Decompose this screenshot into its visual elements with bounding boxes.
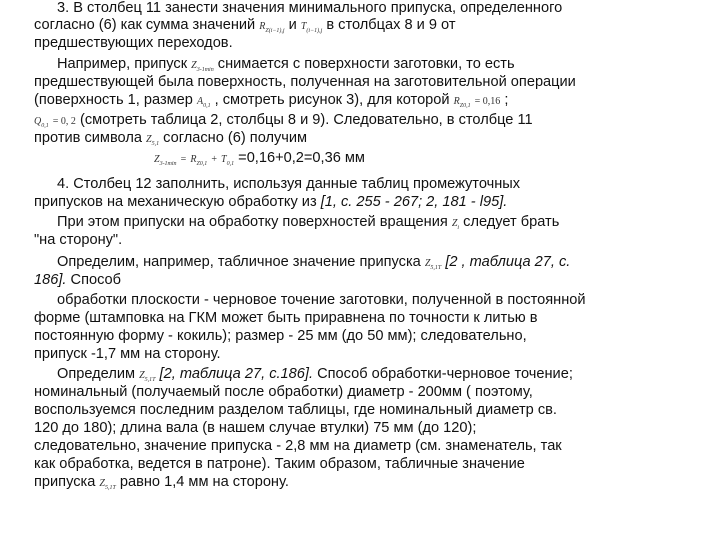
formula-z51t: $Z_{5,1T}$	[424, 258, 442, 271]
line: "на сторону".	[34, 232, 123, 248]
formula-zrot: $Z_i$	[451, 218, 460, 231]
formula-o01: $Q_{0,1}$	[34, 116, 49, 129]
line: При этом припуски на обработку поверхностей вращения $Z_i$ следует брать	[57, 214, 560, 231]
line: воспользуемся последним разделом таблицы, где номинальный диаметр св.	[34, 402, 557, 418]
formula-t: $T_{(i-1),j}$	[300, 21, 323, 34]
formula-z51t-b: $Z_{5,1T}$	[139, 370, 156, 383]
formula-a01: $A_{0,1}$	[196, 96, 211, 109]
line: против символа $Z_{5,1}$ согласно (6) получим	[34, 130, 308, 147]
formula-z31: $Z_{3-1min}$	[154, 154, 177, 167]
line: припусков на механическую обработку из [1, с. 255 - 267; 2, 181 - l95].	[34, 194, 508, 210]
line: согласно (6) как сумма значений $R_{Z(i-1),j}$ и $T_{(i-1),j}$ в столбцах 8 и 9 от	[34, 17, 456, 34]
line: как обработка, ведется в патроне). Таким образом, табличные значение	[34, 456, 525, 472]
formula-rz01-b: $R_{Z0,1}$	[190, 154, 208, 167]
line: 3. В столбец 11 занести значения минимального припуска, определенного	[57, 0, 563, 16]
line: предшествующих переходов.	[34, 35, 233, 51]
line: предшествующей была поверхность, полученная на заготовительной операции	[34, 74, 576, 90]
formula-z51: $Z_{5,1}$	[146, 134, 160, 147]
line: следовательно, значение припуска - 2,8 мм на диаметр (см. знаменатель, так	[34, 438, 562, 454]
line: обработки плоскости - черновое точение заготовки, полученной в постоянной	[57, 292, 586, 308]
line: $Q_{0,1} = 0$, 2 (смотреть таблица 2, столбцы 8 и 9). Следовательно, в столбце 11	[34, 112, 533, 129]
formula-z51t-c: $Z_{5,1T}$	[99, 478, 116, 491]
line: Например, припуск $Z_{3-1min}$ снимается с поверхности заготовки, то есть	[57, 56, 515, 73]
line: припуск -1,7 мм на сторону.	[34, 346, 221, 362]
line: постоянную форму - кокиль); размер - 25 мм (до 50 мм); следовательно,	[34, 328, 527, 344]
formula-t01-b: $T_{0,1}$	[221, 154, 235, 167]
formula-rz: $R_{Z(i-1),j}$	[259, 21, 285, 34]
formula-z31min: $Z_{3-1min}$	[191, 60, 214, 73]
line: (поверхность 1, размер $A_{0,1}$ , смотреть рисунок 3), для которой $R_{Z0,1} = 0,16$ ;	[34, 92, 509, 109]
line: форме (штамповка на ГКМ может быть приравнена по точности к литью в	[34, 310, 538, 326]
line: припуска $Z_{5,1T}$ равно 1,4 мм на сторону.	[34, 474, 289, 491]
line: Определим $Z_{5,1T}$ [2, таблица 27, с.186]. Способ обработки-черновое точение;	[57, 366, 573, 383]
line: Определим, например, табличное значение припуска $Z_{5,1T}$ [2 , таблица 27, с.	[57, 254, 571, 271]
line: 186]. Способ	[34, 272, 122, 288]
line: 4. Столбец 12 заполнить, используя данные таблиц промежуточных	[57, 176, 521, 192]
formula-rz01: $R_{Z0,1}$	[453, 96, 471, 109]
line: номинальный (получаемый после обработки) диаметр - 200мм ( поэтому,	[34, 384, 533, 400]
line: 120 до 180); длина вала (в нашем случае втулки) 75 мм (до 120);	[34, 420, 477, 436]
line: $Z_{3-1min} = R_{Z0,1} + T_{0,1} =0,16+0,2=0,36$ мм	[154, 150, 365, 167]
